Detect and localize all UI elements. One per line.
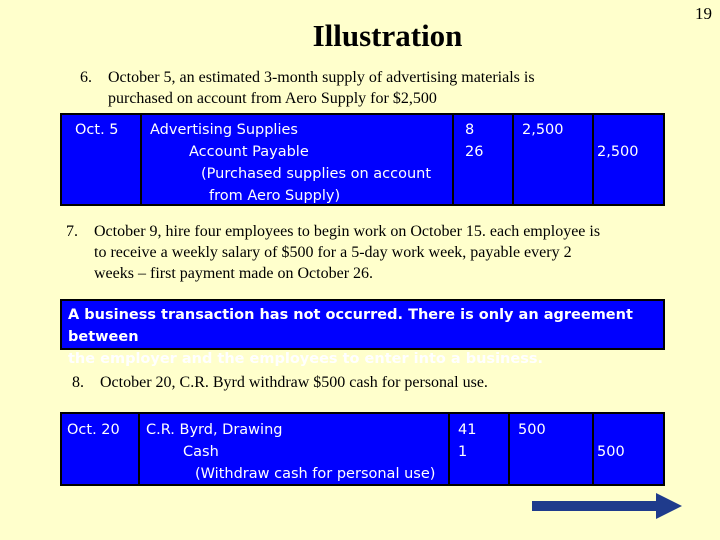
credit-account: Account Payable	[189, 144, 309, 160]
ref-column	[450, 414, 510, 484]
item-line: weeks – first payment made on October 26.	[94, 265, 374, 282]
date-column	[62, 115, 142, 204]
debit-column	[510, 414, 594, 484]
item-line: October 9, hire four employees to begin work on October 15. each employee is	[94, 223, 601, 240]
debit-amount: 2,500	[522, 122, 564, 138]
journal-entry-oct-20	[60, 412, 665, 486]
credit-column	[594, 115, 663, 204]
item-number: 8.	[72, 374, 84, 391]
debit-account: C.R. Byrd, Drawing	[146, 422, 283, 438]
credit-column	[594, 414, 663, 484]
slide-title: Illustration	[312, 18, 463, 53]
item-7	[66, 221, 706, 284]
item-line: October 20, C.R. Byrd withdraw $500 cash for personal use.	[100, 374, 488, 391]
journal-entry-oct-5	[60, 113, 665, 206]
debit-column	[514, 115, 594, 204]
accounts-column	[140, 414, 450, 484]
note-line: A business transaction has not occurred. There is only an agreement between	[68, 307, 633, 345]
entry-date: Oct. 20	[67, 422, 120, 438]
note-line: the employer and the employees to enter into a business.	[68, 351, 543, 367]
item-6	[80, 67, 680, 109]
item-text	[66, 221, 706, 284]
credit-account: Cash	[183, 444, 219, 460]
debit-amount: 500	[518, 422, 546, 438]
explanation-line: (Purchased supplies on account	[201, 166, 432, 182]
right-arrow-icon[interactable]	[532, 493, 682, 519]
item-line: to receive a weekly salary of $500 for a 5-day work week, payable every 2	[94, 244, 572, 261]
note-box	[60, 299, 665, 367]
item-text	[72, 372, 672, 393]
item-number: 6.	[80, 69, 92, 86]
entry-date: Oct. 5	[75, 122, 119, 138]
item-number: 7.	[66, 223, 78, 240]
debit-account: Advertising Supplies	[150, 122, 298, 138]
ref-credit: 1	[458, 444, 468, 460]
credit-amount: 2,500	[597, 144, 639, 160]
item-8	[72, 372, 672, 393]
item-line: October 5, an estimated 3-month supply of advertising materials is	[108, 69, 535, 86]
explanation-line: (Withdraw cash for personal use)	[195, 466, 436, 482]
item-text	[80, 67, 680, 109]
ref-credit: 26	[465, 144, 484, 160]
ref-column	[454, 115, 514, 204]
explanation-line: from Aero Supply)	[209, 188, 341, 204]
date-column	[62, 414, 140, 484]
slide-number: 19	[695, 4, 712, 23]
ref-debit: 8	[465, 122, 475, 138]
ref-debit: 41	[458, 422, 477, 438]
item-line: purchased on account from Aero Supply for $2,500	[108, 90, 437, 107]
credit-amount: 500	[597, 444, 625, 460]
accounts-column	[142, 115, 454, 204]
